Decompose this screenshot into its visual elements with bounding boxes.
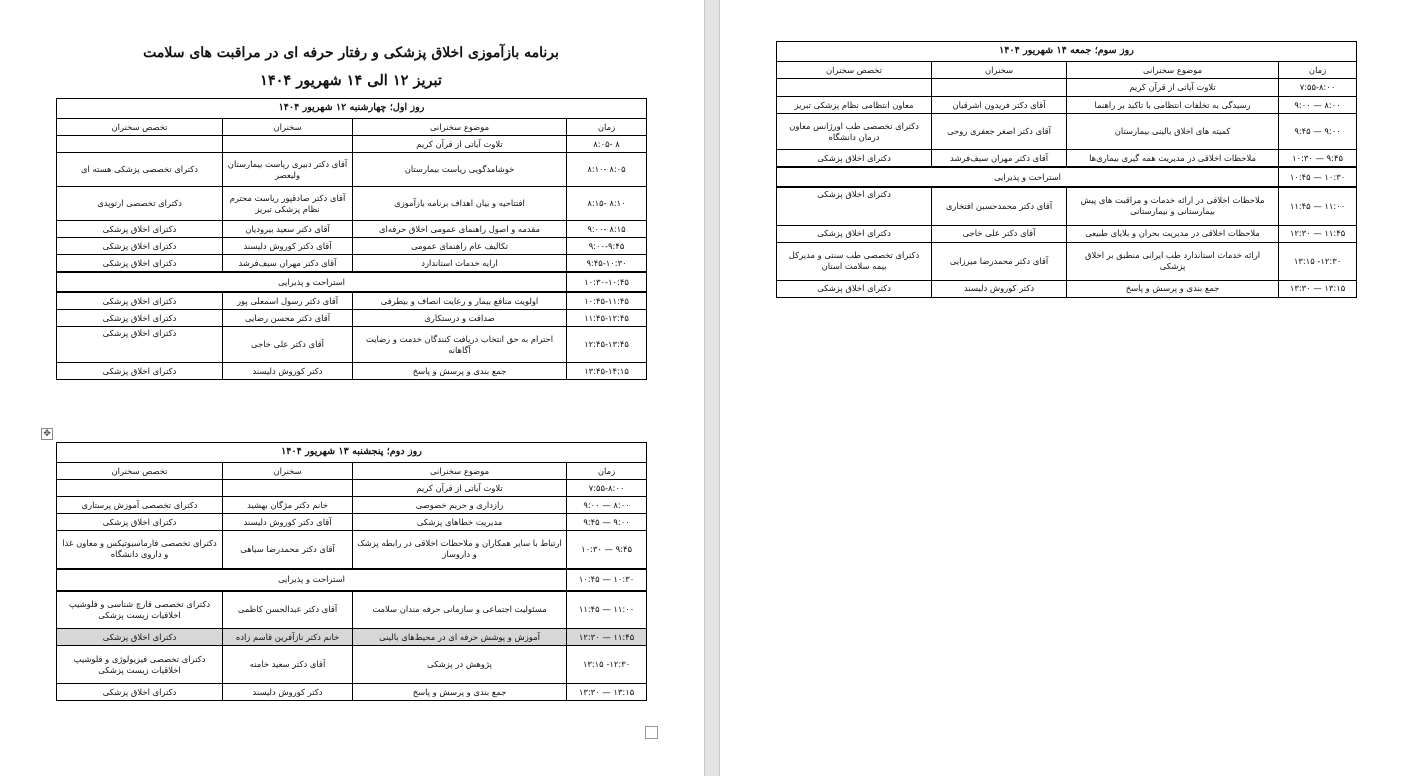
end-of-cell-marker xyxy=(645,726,658,739)
session-topic: تلاوت آیاتی از قرآن کریم xyxy=(353,480,567,497)
session-specialty: دکترای تخصصی فیزیولوژی و فلوشیپ اخلاقیات زیست پزشکی xyxy=(57,646,223,684)
session-speaker: دکتر کوروش دلیسند xyxy=(223,684,353,701)
session-time: ۸ -۸:۰۵ xyxy=(567,136,647,153)
session-specialty xyxy=(57,136,223,153)
session-specialty: دکترای اخلاق پزشکی xyxy=(57,629,223,646)
session-speaker: آقای دکتر کوروش دلیسند xyxy=(223,514,353,531)
session-topic: ارایه خدمات استاندارد xyxy=(353,255,567,273)
table-row xyxy=(777,97,1357,114)
session-topic: ملاحظات اخلاقی در ارائه خدمات و مراقبت های پیش بیمارستانی و بیمارستانی xyxy=(1067,187,1279,225)
session-speaker: آقای دکتر دبیری ریاست بیمارستان ولیعصر xyxy=(223,153,353,187)
session-speaker xyxy=(223,480,353,497)
break-row xyxy=(57,272,647,292)
session-time: ۹:۴۵ — ۱۰:۳۰ xyxy=(567,531,647,569)
session-specialty: دکترای تخصصی طب سنتی و مدیرکل بیمه سلامت استان xyxy=(777,242,932,280)
session-topic: پژوهش در پزشکی xyxy=(353,646,567,684)
session-speaker: آقای دکتر سعید بیرودیان xyxy=(223,221,353,238)
table-row xyxy=(777,79,1357,97)
table-row xyxy=(57,153,647,187)
session-speaker: آقای دکتر اصغر جعفری روحی xyxy=(932,114,1067,150)
session-specialty: دکترای تخصصی طب اورژانس معاون درمان دانشگاه xyxy=(777,114,932,150)
session-time: ۱۳:۴۵-۱۴:۱۵ xyxy=(567,363,647,380)
session-specialty: دکترای اخلاق پزشکی xyxy=(57,514,223,531)
session-speaker: آقای دکتر محمدرضا سیاهی xyxy=(223,531,353,569)
session-topic: تلاوت آیاتی از قرآن کریم xyxy=(1067,79,1279,97)
session-time: ۱۱:۴۵-۱۲:۴۵ xyxy=(567,310,647,327)
session-specialty: دکترای اخلاق پزشکی xyxy=(57,327,223,363)
table-row xyxy=(777,150,1357,168)
session-topic: ملاحظات اخلاقی در مدیریت همه گیری بیماری‌ها xyxy=(1067,150,1279,168)
session-speaker: آقای دکتر محمدحسین افتخاری xyxy=(932,187,1067,225)
table-row xyxy=(57,531,647,569)
session-speaker: آقای دکتر محسن رضایی xyxy=(223,310,353,327)
table-row xyxy=(57,310,647,327)
break-label: استراحت و پذیرایی xyxy=(57,272,567,292)
session-time: ۸:۰۰ — ۹:۰۰ xyxy=(1279,97,1357,114)
session-specialty: دکترای اخلاق پزشکی xyxy=(777,280,932,297)
session-speaker: آقای دکتر محمدرضا میرزایی xyxy=(932,242,1067,280)
session-speaker: آقای دکتر علی خاجی xyxy=(932,225,1067,242)
session-specialty: دکترای تخصصی پزشکی هسته ای xyxy=(57,153,223,187)
column-header-topic: موضوع سخنرانی xyxy=(353,119,567,136)
break-time: ۱۰:۳۰ — ۱۰:۴۵ xyxy=(567,569,647,591)
table-row xyxy=(57,255,647,273)
break-time: ۱۰:۳۰-۱۰:۴۵ xyxy=(567,272,647,292)
session-time: ۸:۱۰ -۸:۱۵ xyxy=(567,187,647,221)
session-time: ۹:۴۵ — ۱۰:۳۰ xyxy=(1279,150,1357,168)
session-time: ۷:۵۵-۸:۰۰ xyxy=(1279,79,1357,97)
session-speaker: آقای دکتر عبدالحسن کاظمی xyxy=(223,591,353,629)
day2-heading: روز دوم؛ پنجشنبه ۱۳ شهریور ۱۴۰۴ xyxy=(57,443,647,463)
document-subtitle: تبریز ۱۲ الی ۱۴ شهریور ۱۴۰۴ xyxy=(260,72,442,89)
session-specialty: دکترای اخلاق پزشکی xyxy=(57,238,223,255)
session-topic: ارائه خدمات استاندارد طب ایرانی منطبق بر اخلاق پزشکی xyxy=(1067,242,1279,280)
session-specialty xyxy=(777,79,932,97)
table-row xyxy=(777,225,1357,242)
column-header-specialty: تخصص سخنران xyxy=(57,463,223,480)
session-speaker: خانم دکتر مژگان بهشید xyxy=(223,497,353,514)
session-specialty: دکترای اخلاق پزشکی xyxy=(57,363,223,380)
session-time: ۱۳:۱۵ — ۱۳:۳۰ xyxy=(567,684,647,701)
column-header-specialty: تخصص سخنران xyxy=(777,62,932,79)
session-topic: رسیدگی به تخلفات انتظامی با تاکید بر راهنما xyxy=(1067,97,1279,114)
session-topic: جمع بندی و پرسش و پاسخ xyxy=(1067,280,1279,297)
session-specialty: دکترای تخصصی قارچ شناسی و فلوشیپ اخلاقیات زیست پزشکی xyxy=(57,591,223,629)
session-time: ۱۲:۴۵-۱۳:۴۵ xyxy=(567,327,647,363)
table-row xyxy=(57,480,647,497)
session-topic: آموزش و پوشش حرفه ای در محیط‌های بالینی xyxy=(353,629,567,646)
session-topic: افتتاحیه و بیان اهداف برنامه بازآموزی xyxy=(353,187,567,221)
session-time: ۱۱:۴۵ — ۱۲:۳۰ xyxy=(567,629,647,646)
session-specialty: دکترای اخلاق پزشکی xyxy=(777,225,932,242)
session-topic: کمیته های اخلاق بالینی بیمارستان xyxy=(1067,114,1279,150)
page-gap xyxy=(704,0,720,776)
session-time: ۸:۱۵ -۹:۰۰ xyxy=(567,221,647,238)
session-topic: خوشامدگویی ریاست بیمارستان xyxy=(353,153,567,187)
table-row xyxy=(777,242,1357,280)
table-move-handle-icon[interactable]: ✥ xyxy=(41,428,53,440)
session-time: ۹:۰۰ — ۹:۴۵ xyxy=(1279,114,1357,150)
session-speaker: آقای دکتر صادقپور ریاست محترم نظام پزشکی تبریز xyxy=(223,187,353,221)
session-specialty: دکترای اخلاق پزشکی xyxy=(777,187,932,225)
session-speaker: دکتر کوروش دلیسند xyxy=(223,363,353,380)
session-topic: ملاحظات اخلاقی در مدیریت بحران و بلایای طبیعی xyxy=(1067,225,1279,242)
table-row xyxy=(57,514,647,531)
session-speaker: آقای دکتر مهران سیف‌فرشد xyxy=(932,150,1067,168)
session-speaker: آقای دکتر رسول اسمعلی پور xyxy=(223,292,353,310)
session-topic: مقدمه و اصول راهنمای عمومی اخلاق حرفه‌ای xyxy=(353,221,567,238)
day1-schedule-table xyxy=(56,98,647,380)
session-speaker: خانم دکتر نازآفرین قاسم زاده xyxy=(223,629,353,646)
session-speaker: آقای دکتر فریدون اشرقیان xyxy=(932,97,1067,114)
break-label: استراحت و پذیرایی xyxy=(777,167,1279,187)
session-topic: مدیریت خطاهای پزشکی xyxy=(353,514,567,531)
session-specialty: دکترای تخصصی آموزش پرستاری xyxy=(57,497,223,514)
session-specialty xyxy=(57,480,223,497)
table-row xyxy=(777,280,1357,297)
column-header-specialty: تخصص سخنران xyxy=(57,119,223,136)
session-specialty: دکترای اخلاق پزشکی xyxy=(777,150,932,168)
document-page-2 xyxy=(720,0,1417,776)
document-page-1 xyxy=(0,0,704,776)
day3-schedule-table xyxy=(776,41,1357,298)
break-label: استراحت و پذیرایی xyxy=(57,569,567,591)
column-header-topic: موضوع سخنرانی xyxy=(353,463,567,480)
day2-schedule-table xyxy=(56,442,647,701)
session-time: ۱۳:۱۵ — ۱۳:۳۰ xyxy=(1279,280,1357,297)
session-speaker: آقای دکتر علی خاجی xyxy=(223,327,353,363)
table-row xyxy=(57,591,647,629)
session-speaker: دکتر کوروش دلیسند xyxy=(932,280,1067,297)
table-row xyxy=(57,327,647,363)
session-topic: رازداری و حریم خصوصی xyxy=(353,497,567,514)
table-row xyxy=(777,114,1357,150)
session-topic: مسئولیت اجتماعی و سازمانی حرفه مندان سلامت xyxy=(353,591,567,629)
table-row xyxy=(57,646,647,684)
session-speaker xyxy=(223,136,353,153)
session-topic: جمع بندی و پرسش و پاسخ xyxy=(353,363,567,380)
session-topic: ارتباط با سایر همکاران و ملاحظات اخلاقی در رابطه پزشک و داروساز xyxy=(353,531,567,569)
session-speaker: آقای دکتر کوروش دلیسند xyxy=(223,238,353,255)
column-header-topic: موضوع سخنرانی xyxy=(1067,62,1279,79)
column-header-speaker: سخنران xyxy=(223,463,353,480)
session-time: ۹:۴۵-۱۰:۳۰ xyxy=(567,255,647,273)
session-topic: اولویت منافع بیمار و رعایت انصاف و بیطرفی xyxy=(353,292,567,310)
column-header-time: زمان xyxy=(1279,62,1357,79)
table-row xyxy=(57,497,647,514)
break-row xyxy=(777,167,1357,187)
table-row xyxy=(57,684,647,701)
session-topic: صداقت و درستکاری xyxy=(353,310,567,327)
session-time: ۹:۰۰ — ۹:۴۵ xyxy=(567,514,647,531)
day3-heading: روز سوم؛ جمعه ۱۴ شهریور ۱۴۰۴ xyxy=(777,42,1357,62)
session-time: ۱۱:۰۰ — ۱۱:۴۵ xyxy=(567,591,647,629)
session-time: ۷:۵۵-۸:۰۰ xyxy=(567,480,647,497)
table-row xyxy=(57,363,647,380)
table-row xyxy=(57,187,647,221)
break-row xyxy=(57,569,647,591)
session-specialty: دکترای تخصصی فارماسیوتیکس و معاون غذا و داروی دانشگاه xyxy=(57,531,223,569)
session-specialty: دکترای اخلاق پزشکی xyxy=(57,684,223,701)
session-time: ۱۱:۰۰ — ۱۱:۴۵ xyxy=(1279,187,1357,225)
session-specialty: دکترای اخلاق پزشکی xyxy=(57,221,223,238)
document-title: برنامه بازآموزی اخلاق پزشکی و رفتار حرفه ای در مراقبت های سلامت xyxy=(143,45,559,61)
session-specialty: دکترای اخلاق پزشکی xyxy=(57,292,223,310)
session-time: ۹:۰۰-۹:۴۵ xyxy=(567,238,647,255)
table-row xyxy=(57,292,647,310)
session-specialty: دکترای اخلاق پزشکی xyxy=(57,310,223,327)
session-topic: جمع بندی و پرسش و پاسخ xyxy=(353,684,567,701)
column-header-time: زمان xyxy=(567,463,647,480)
session-speaker xyxy=(932,79,1067,97)
table-row xyxy=(57,136,647,153)
column-header-time: زمان xyxy=(567,119,647,136)
session-topic: احترام به حق انتخاب دریافت کنندگان خدمت و رضایت آگاهانه xyxy=(353,327,567,363)
session-time: ۱۱:۴۵ — ۱۲:۳۰ xyxy=(1279,225,1357,242)
session-specialty: معاون انتظامی نظام پزشکی تبریز xyxy=(777,97,932,114)
column-header-speaker: سخنران xyxy=(932,62,1067,79)
session-specialty: دکترای تخصصی ارتوپدی xyxy=(57,187,223,221)
session-speaker: آقای دکتر سعید خامنه xyxy=(223,646,353,684)
session-time: ۱۲:۳۰- ۱۳:۱۵ xyxy=(567,646,647,684)
break-time: ۱۰:۳۰ — ۱۰:۴۵ xyxy=(1279,167,1357,187)
table-row xyxy=(777,187,1357,225)
session-topic: تلاوت آیاتی از قرآن کریم xyxy=(353,136,567,153)
day1-heading: روز اول؛ چهارشنبه ۱۲ شهریور ۱۴۰۴ xyxy=(57,99,647,119)
session-topic: تکالیف عام راهنمای عمومی xyxy=(353,238,567,255)
session-speaker: آقای دکتر مهران سیف‌فرشد xyxy=(223,255,353,273)
session-time: ۸:۰۵ -۸:۱۰ xyxy=(567,153,647,187)
table-row xyxy=(57,238,647,255)
session-time: ۱۲:۳۰- ۱۳:۱۵ xyxy=(1279,242,1357,280)
session-time: ۸:۰۰ — ۹:۰۰ xyxy=(567,497,647,514)
session-specialty: دکترای اخلاق پزشکی xyxy=(57,255,223,273)
table-row xyxy=(57,629,647,646)
table-row xyxy=(57,221,647,238)
session-time: ۱۰:۴۵-۱۱:۴۵ xyxy=(567,292,647,310)
column-header-speaker: سخنران xyxy=(223,119,353,136)
